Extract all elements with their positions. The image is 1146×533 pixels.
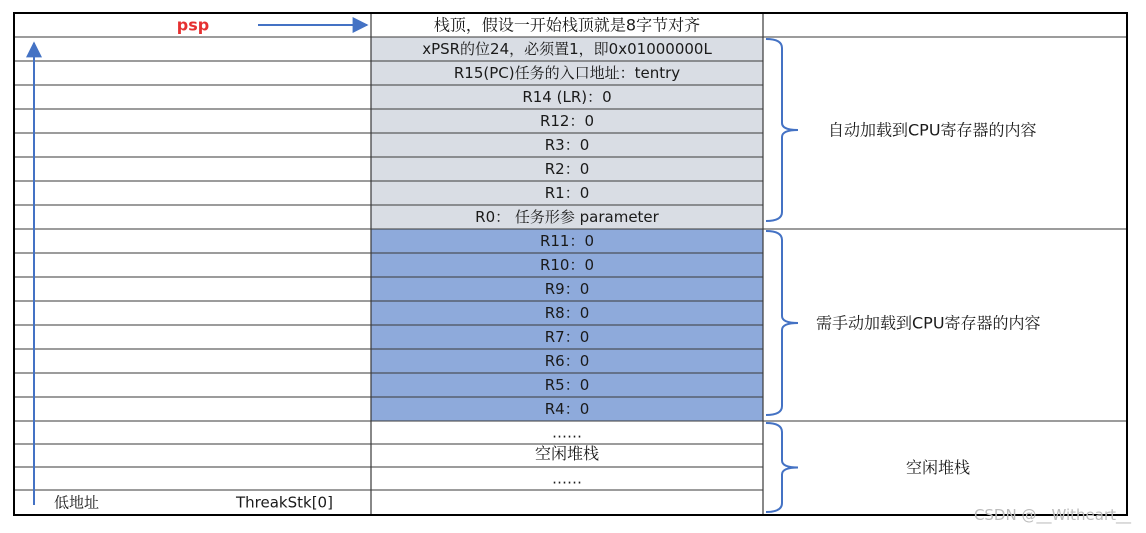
manual-load-brace bbox=[766, 231, 798, 415]
manual-register-cell: R6：0 bbox=[544, 352, 590, 370]
auto-register-cell: R1：0 bbox=[544, 184, 590, 202]
auto-register-cell: R3：0 bbox=[544, 136, 590, 154]
psp-label: psp bbox=[176, 15, 210, 35]
auto-load-brace bbox=[766, 39, 798, 221]
manual-register-cell: R10：0 bbox=[539, 256, 595, 274]
free-stack-cell: …… bbox=[552, 423, 582, 442]
stack-top-cell: 栈顶，假设一开始栈顶就是8字节对齐 bbox=[433, 15, 701, 35]
manual-register-cell: R4：0 bbox=[544, 400, 590, 418]
free-stack-cell: 空闲堆栈 bbox=[534, 444, 600, 463]
auto-register-cell: R2：0 bbox=[544, 160, 590, 178]
manual-register-cell: R11：0 bbox=[539, 232, 595, 250]
free-stack-label: 空闲堆栈 bbox=[906, 458, 971, 477]
auto-register-cell: R0： 任务形参 parameter bbox=[475, 208, 659, 226]
free-stack-cell: …… bbox=[552, 469, 582, 488]
auto-register-cell: xPSR的位24，必须置1，即0x01000000L bbox=[422, 40, 712, 58]
auto-register-cell: R12：0 bbox=[539, 112, 595, 130]
low-address-label: 低地址 bbox=[54, 493, 100, 512]
auto-load-label: 自动加载到CPU寄存器的内容 bbox=[828, 120, 1037, 140]
free-stack-brace bbox=[766, 423, 798, 512]
manual-register-cell: R5：0 bbox=[544, 376, 590, 394]
manual-register-cell: R9：0 bbox=[544, 280, 590, 298]
manual-register-cell: R7：0 bbox=[544, 328, 590, 346]
thread-stack-array-label: ThreakStk[0] bbox=[236, 493, 333, 512]
auto-register-cell: R14 (LR)：0 bbox=[522, 88, 612, 106]
auto-register-cell: R15(PC)任务的入口地址：tentry bbox=[453, 64, 681, 82]
watermark-text: CSDN @__Witheart__ bbox=[973, 506, 1131, 524]
manual-load-label: 需手动加载到CPU寄存器的内容 bbox=[816, 313, 1041, 333]
manual-register-cell: R8：0 bbox=[544, 304, 590, 322]
